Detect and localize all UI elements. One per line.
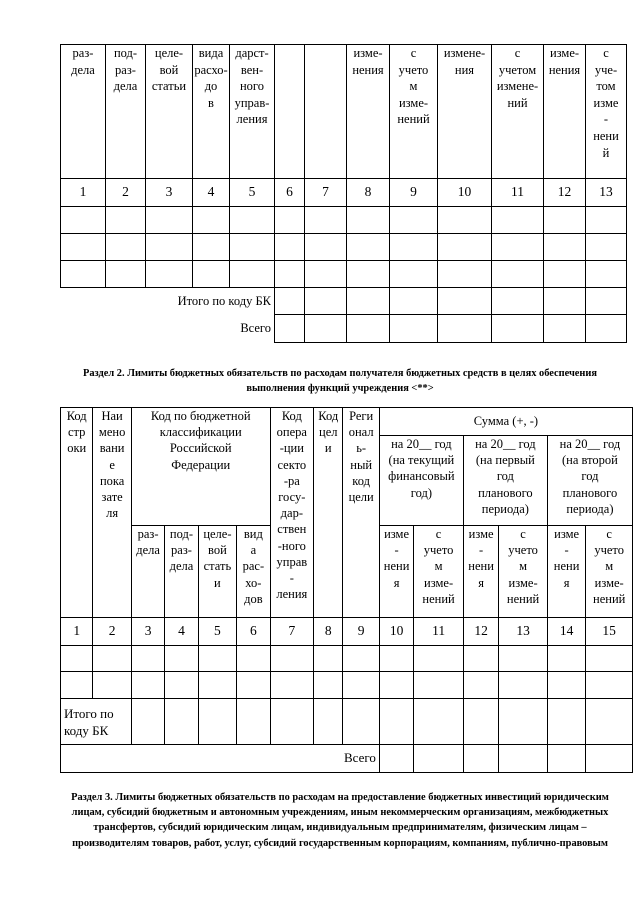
table-header-row [61, 45, 627, 179]
column-number: 2 [93, 618, 131, 646]
column-number: 2 [106, 179, 146, 207]
table-row [61, 207, 627, 234]
total-row [61, 315, 627, 343]
header-row-code: Код стр оки [61, 408, 93, 618]
header-year-current: на 20__ год (на текущий финансовый год) [379, 436, 463, 526]
column-number: 4 [193, 179, 230, 207]
header-cell: вида расхо- до в [193, 45, 230, 179]
column-number: 8 [314, 618, 343, 646]
column-number-row [61, 618, 633, 646]
column-number: 1 [61, 618, 93, 646]
header-cell: с учето м изме- нений [499, 526, 548, 618]
header-cell [275, 45, 305, 179]
header-cell: целе- вой статьи [146, 45, 193, 179]
column-number: 11 [492, 179, 544, 207]
header-cell: под- раз- дела [165, 526, 198, 618]
header-cell: изме - нени я [547, 526, 585, 618]
header-cell: с учето м изме- нений [586, 526, 633, 618]
column-number: 13 [499, 618, 548, 646]
total-bk-label: Итого по коду БК [177, 293, 271, 308]
header-cell [305, 45, 347, 179]
column-number: 8 [347, 179, 390, 207]
column-number: 5 [230, 179, 275, 207]
header-indicator-name: Наи мено вани е пока зате ля [93, 408, 131, 618]
limits-table-section-1 [60, 44, 627, 343]
column-number: 14 [547, 618, 585, 646]
table-row [61, 234, 627, 261]
total-label: Всего [61, 745, 380, 773]
table-row [61, 261, 627, 288]
header-cell: раз- дела [61, 45, 106, 179]
header-cell: с учето м изме- нений [414, 526, 464, 618]
header-year-second-plan: на 20__ год (на второй год планового периода) [547, 436, 632, 526]
header-target-code: Код цел и [314, 408, 343, 618]
header-cell: дарст- вен- ного управ- ления [230, 45, 275, 179]
header-regional-target-code: Реги онал ь- ный код цели [343, 408, 379, 618]
header-cell: с учето м изме- нений [390, 45, 438, 179]
column-number: 12 [463, 618, 498, 646]
column-number: 9 [343, 618, 379, 646]
column-number: 9 [390, 179, 438, 207]
table-row [61, 672, 633, 699]
header-cell: измене- ния [438, 45, 492, 179]
section-2-title: Раздел 2. Лимиты бюджетных обязательств по расходам получателя бюджетных средств в целях обеспечения выполнения функций учреждения <**> [82, 368, 598, 395]
column-number: 12 [544, 179, 586, 207]
column-number: 7 [270, 618, 314, 646]
header-cell: изме - нени я [463, 526, 498, 618]
column-number: 6 [275, 179, 305, 207]
table-row [61, 646, 633, 672]
total-row [61, 745, 633, 773]
header-cell: раз- дела [131, 526, 164, 618]
total-bk-row [61, 699, 633, 745]
header-budget-classification: Код по бюджетной классификации Российской Федерации [131, 408, 270, 526]
header-cell: вид а рас- хо- дов [237, 526, 270, 618]
section-3-title: Раздел 3. Лимиты бюджетных обязательств по расходам на предоставление бюджетных инвестиций юридическим лицам, субсидий бюджетным и автономным учреждениям, иным некоммерческим организациям, межбюджетных трансфертов, субсидий юридическим лицам, индивидуальным предпринимателям, физическим лицам – производителям товаров, работ, услуг, субсидий государственным корпорациям, компаниям, публично-правовым [71, 792, 609, 849]
column-number: 10 [438, 179, 492, 207]
total-bk-label: Итого по коду БК [61, 699, 132, 745]
column-number: 6 [237, 618, 270, 646]
column-number: 10 [379, 618, 413, 646]
header-cell: целе- вой стать и [198, 526, 236, 618]
header-cell: с уче- том изме - нени й [586, 45, 627, 179]
column-number: 3 [131, 618, 164, 646]
total-label: Всего [240, 321, 271, 336]
column-number: 1 [61, 179, 106, 207]
header-cell: изме- нения [347, 45, 390, 179]
header-sum: Сумма (+, -) [379, 408, 632, 436]
column-number: 4 [165, 618, 198, 646]
header-cell: с учетом измене- ний [492, 45, 544, 179]
table-header-row [61, 408, 633, 436]
header-sector-code: Код опера -ции секто -ра госу- дар- ствен -ного управ - ления [270, 408, 314, 618]
header-cell: изме - нени я [379, 526, 413, 618]
limits-table-section-2 [60, 407, 633, 773]
total-bk-row [61, 288, 627, 315]
column-number: 3 [146, 179, 193, 207]
column-number: 13 [586, 179, 627, 207]
column-number: 5 [198, 618, 236, 646]
column-number: 11 [414, 618, 464, 646]
header-cell: изме- нения [544, 45, 586, 179]
column-number-row [61, 179, 627, 207]
column-number: 7 [305, 179, 347, 207]
column-number: 15 [586, 618, 633, 646]
header-cell: под- раз- дела [106, 45, 146, 179]
header-year-first-plan: на 20__ год (на первый год планового периода) [463, 436, 547, 526]
